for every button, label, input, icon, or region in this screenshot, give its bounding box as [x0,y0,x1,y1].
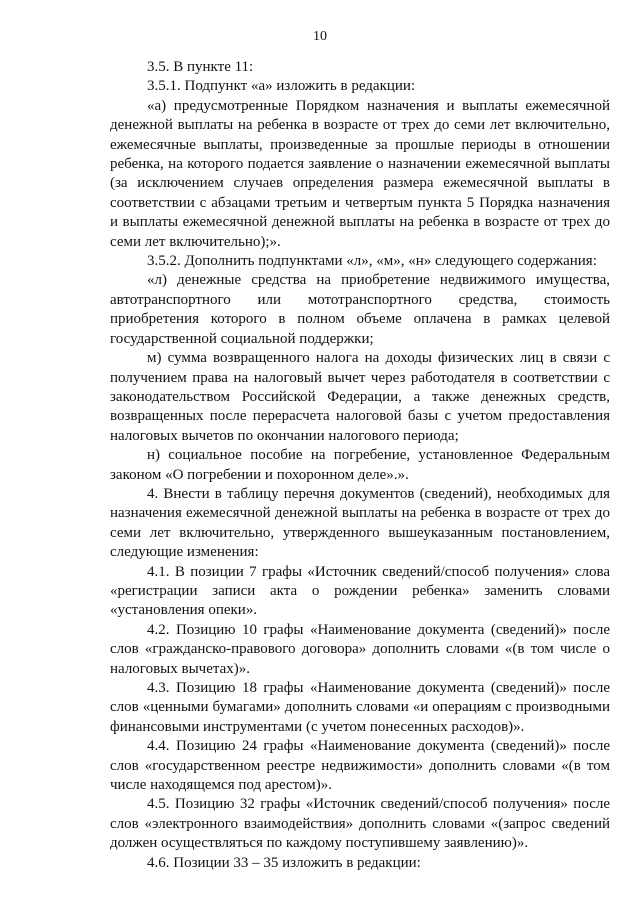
paragraph-4-4: 4.4. Позицию 24 графы «Наименование документа (сведений)» после слов «государственном реестре недвижимости» дополнить словами «(в том числе находящемся под арестом)». [110,738,610,794]
paragraph-3-5-2: 3.5.2. Дополнить подпунктами «л», «м», «н» следующего содержания: [147,253,597,270]
paragraph-4: 4. Внести в таблицу перечня документов (сведений), необходимых для назначения ежемесячной денежной выплаты на ребенка в возрасте от трех до семи лет включительно, утвержденного вышеуказанным постановлением, следующие изменения: [110,485,610,561]
paragraph-subitem-a: «а) предусмотренные Порядком назначения и выплаты ежемесячной денежной выплаты на ребенка в возрасте от трех до семи лет включительно, ежемесячные выплаты, произведенные за прошлые периоды в отношении ребенка, на которого подается заявление о назначении ежемесячной выплаты (за исключением случаев определения размера ежемесячной выплаты в соответствии с абзацами третьим и четвертым пункта 5 Порядка назначения и выплаты ежемесячной денежной выплаты на ребенка в возрасте от трех до семи лет включительно);». [110,97,610,250]
paragraph-subitem-l: «л) денежные средства на приобретение недвижимого имущества, автотранспортного или мототранспортного средства, стоимость приобретения которого в полном объеме оплачена в рамках целевой государственной социальной поддержки; [110,272,610,347]
paragraph-subitem-m: м) сумма возвращенного налога на доходы физических лиц в связи с получением права на налоговый вычет через работодателя в соответствии с законодательством Российской Федерации, а также денежных средств, возвращенных после перерасчета налоговой базы с учетом предоставления налоговых вычетов по окончании налогового периода; [110,350,610,444]
paragraph-4-2: 4.2. Позицию 10 графы «Наименование документа (сведений)» после слов «гражданско-правового договора» дополнить словами «(в том числе о налоговых вычетах)». [110,621,610,677]
paragraph-4-1: 4.1. В позиции 7 графы «Источник сведений/способ получения» слова «регистрации записи акта о рождении ребенка» заменить словами «установления опеки». [110,563,610,619]
paragraph-4-6: 4.6. Позиции 33 – 35 изложить в редакции: [147,854,421,871]
document-body [110,58,610,873]
paragraph-4-5: 4.5. Позицию 32 графы «Источник сведений/способ получения» после слов «электронного взаимодействия» дополнить словами «(запрос сведений должен осуществляться по каждому поступившему заявлению)». [110,796,610,852]
paragraph-3-5: 3.5. В пункте 11: [147,59,254,75]
page-number: 10 [313,29,327,44]
paragraph-3-5-1: 3.5.1. Подпункт «а» изложить в редакции: [147,78,416,95]
paragraph-subitem-n: н) социальное пособие на погребение, установленное Федеральным законом «О погребении и похоронном деле».». [110,447,610,483]
paragraph-4-3: 4.3. Позицию 18 графы «Наименование документа (сведений)» после слов «ценными бумагами» дополнить словами «и операциям с производными финансовыми инструментами (с учетом понесенных расходов)». [110,680,610,735]
